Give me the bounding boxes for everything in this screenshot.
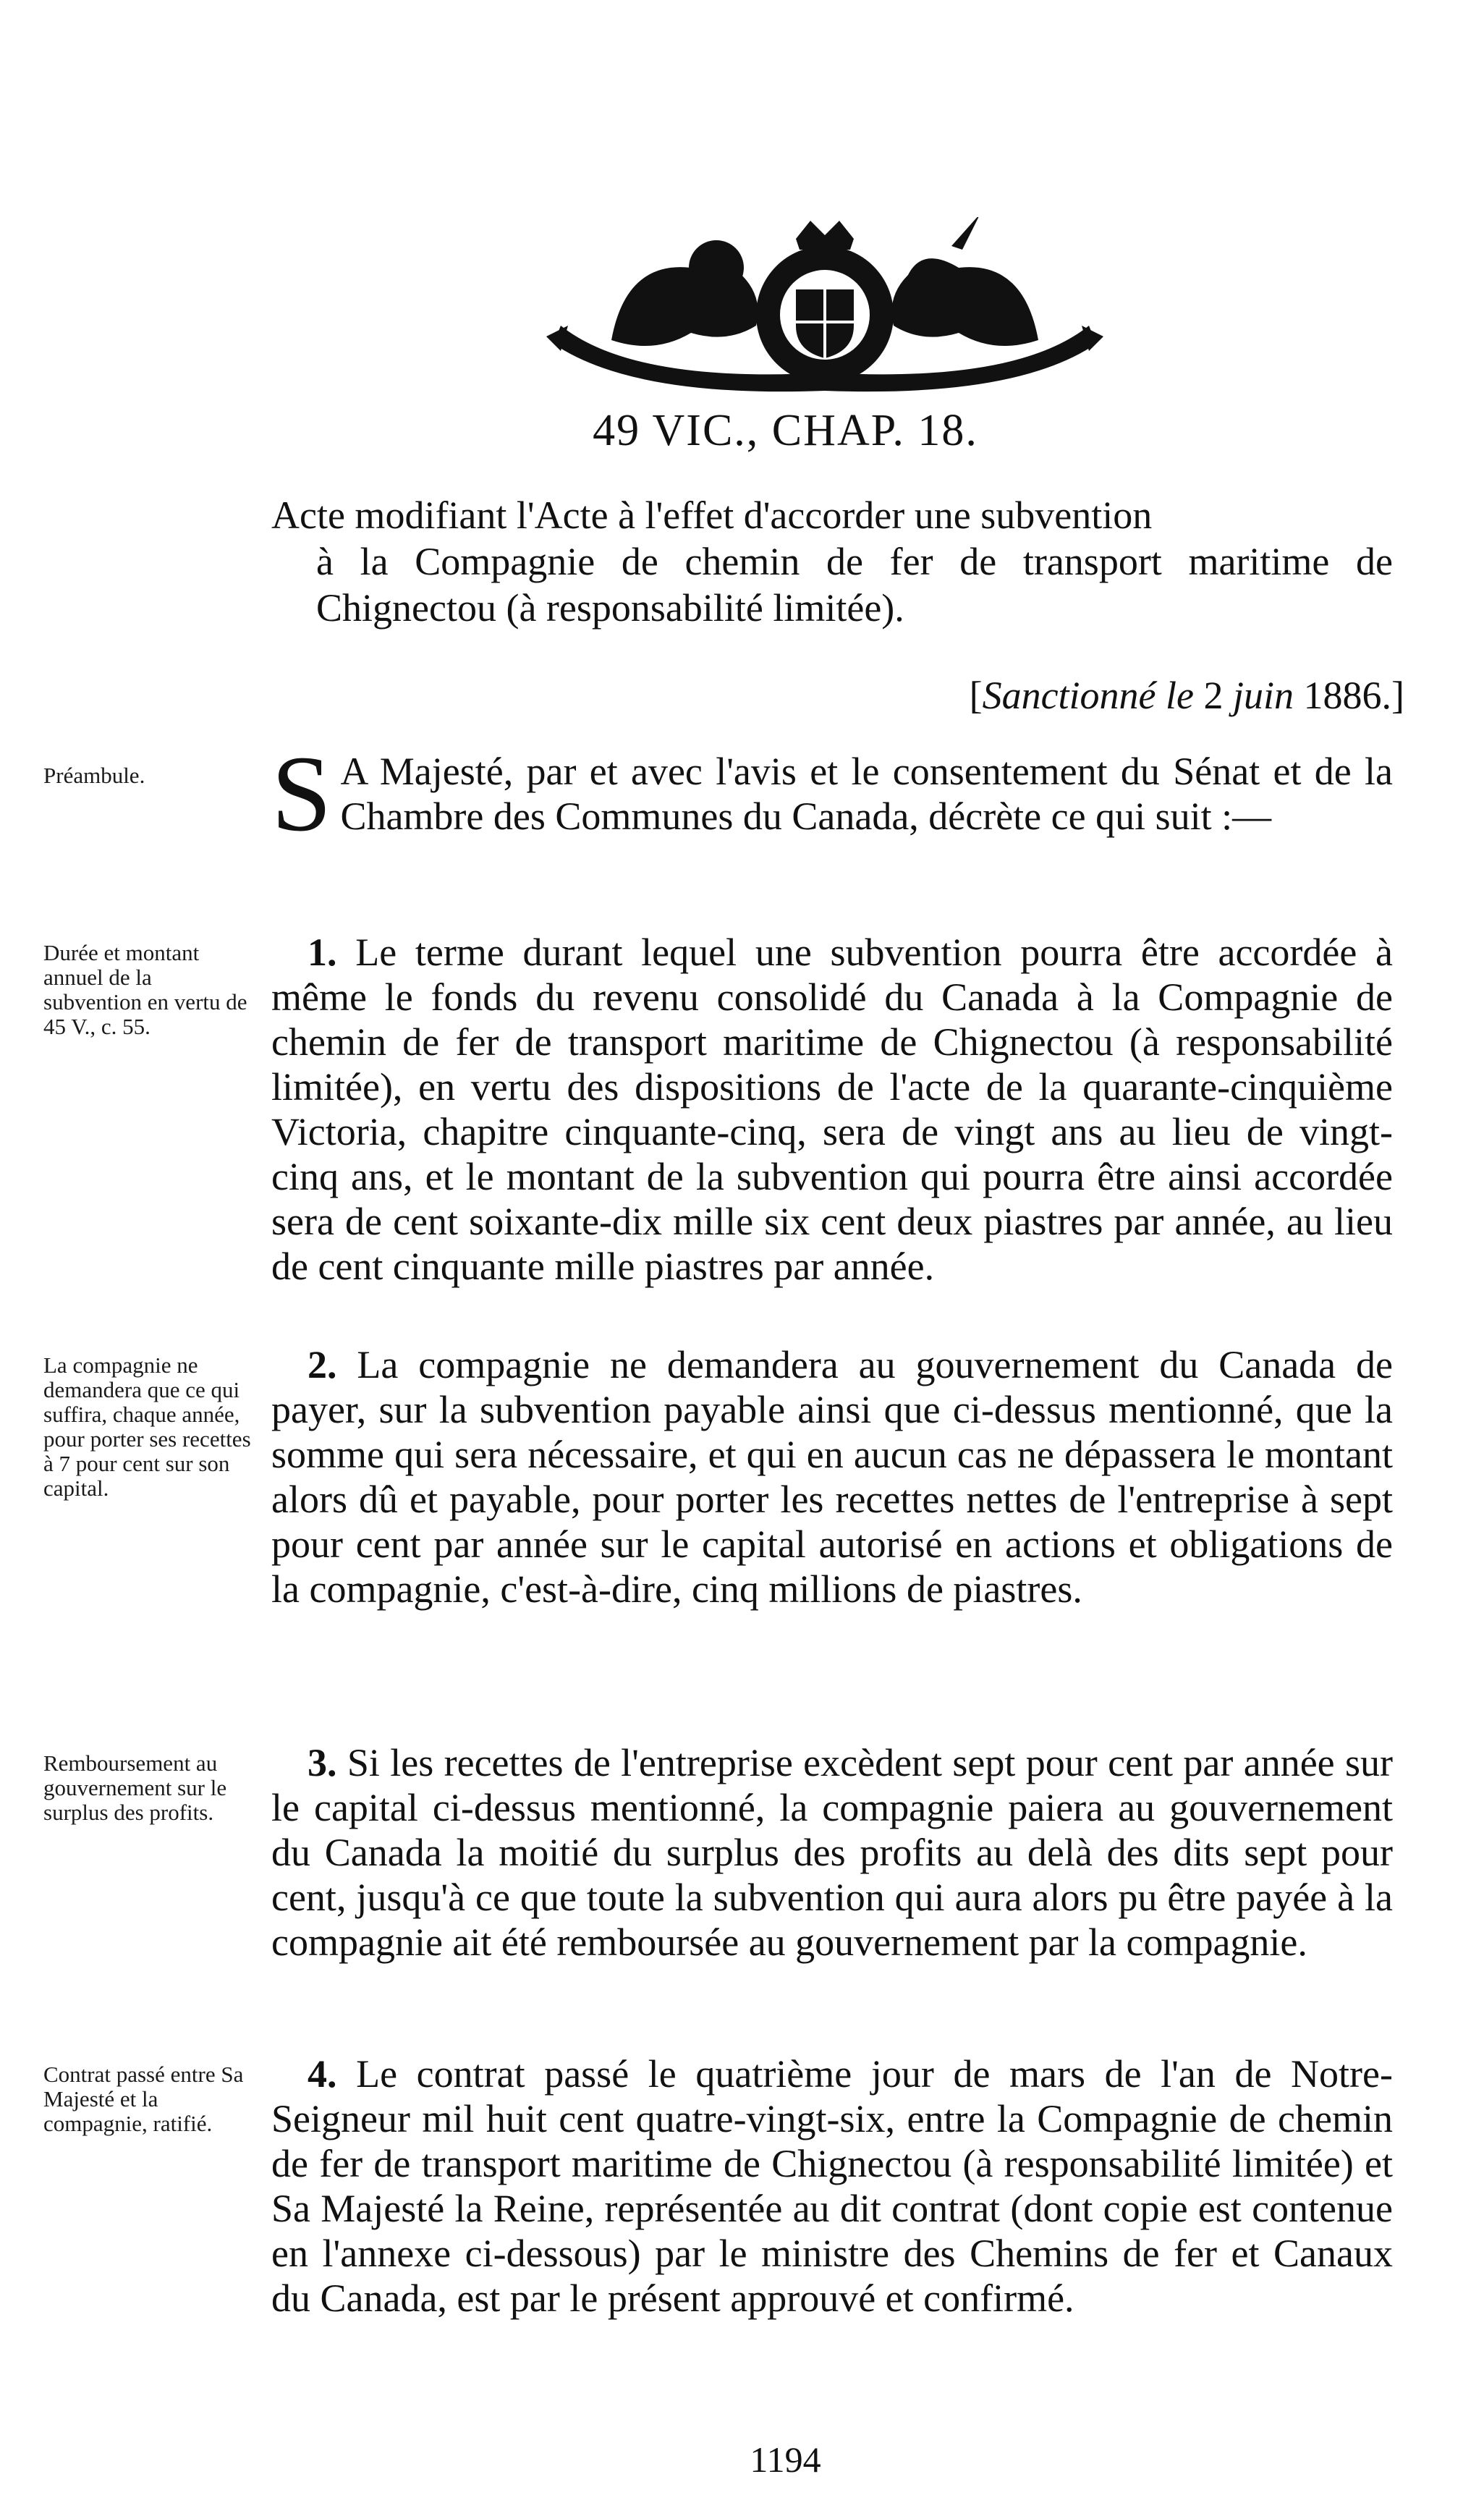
section-1 — [271, 930, 1393, 1289]
section-text: Le terme durant lequel une subvention pourra être accordée à même le fonds du revenu consolidé du Canada à la Compagnie de chemin de fer de transport maritime de Chignectou (à responsabilité limitée), en vertu des dispositions de l'acte de la quarante-cinquième Victoria, chapitre cinquante-cinq, sera de vingt ans au lieu de vingt-cinq ans, et le montant de la subvention qui pourra être ainsi accordée sera de cent soixante-dix mille six cent deux piastres par année, au lieu de cent cinquante mille piastres par année. — [271, 931, 1393, 1288]
section-text: Le contrat passé le quatrième jour de mars de l'an de Notre-Seigneur mil huit cent quatre-vingt-six, entre la Compagnie de chemin de fer de transport maritime de Chignectou (à responsabilité limitée) et Sa Majesté la Reine, représentée au dit contrat (dont copie est contenue en l'annexe ci-dessous) par le ministre des Chemins de fer et Canaux du Canada, est par le présent approuvé et confirmé. — [271, 2052, 1393, 2320]
section-number: 1. — [308, 931, 337, 974]
margin-note-section-4: Contrat passé entre Sa Majesté et la compagnie, ratifié. — [43, 2062, 244, 2136]
section-number: 3. — [308, 1741, 337, 1784]
sanction-open: [ — [969, 674, 983, 717]
section-text: La compagnie ne demandera au gouvernement du Canada de payer, sur la subvention payable ainsi que ci-dessus mentionné, que la somme qui sera nécessaire, et qui en aucun cas ne dépassera le montant alors dû et payable, pour porter les recettes nettes de l'entreprise à sept pour cent par année sur le capital autorisé en actions et obligations de la compagnie, c'est-à-dire, cinq millions de piastres. — [271, 1343, 1393, 1611]
sanction-label: Sanctionné le — [982, 674, 1194, 717]
sanction-day: 2 — [1194, 674, 1233, 717]
act-title-line1: Acte modifiant l'Acte à l'effet d'accorder une subvention — [271, 494, 1153, 537]
drop-cap: S — [271, 734, 332, 854]
chapter-heading: 49 VIC., CHAP. 18. — [593, 406, 978, 455]
margin-note-preamble: Préambule. — [43, 763, 145, 788]
preamble-text: A Majesté, par et avec l'avis et le consentement du Sénat et de la Chambre des Communes du Canada, décrète ce qui suit :— — [340, 750, 1393, 838]
act-title-rest: à la Compagnie de chemin de fer de transport maritime de Chignectou (à responsabilité limitée). — [316, 540, 1393, 630]
sanction-month: juin — [1233, 674, 1294, 717]
section-2 — [271, 1342, 1393, 1611]
section-text: Si les recettes de l'entreprise excèdent sept pour cent par année sur le capital ci-dessus mentionné, la compagnie paiera au gouvernement du Canada la moitié du surplus des profits au delà des dits sept pour cent, jusqu'à ce que toute la subvention qui aura alors pu être payée à la compagnie ait été remboursée au gouvernement par la compagnie. — [271, 1741, 1393, 1964]
royal-coat-of-arms-icon — [546, 217, 1103, 394]
section-4 — [271, 2051, 1393, 2321]
section-number: 2. — [308, 1343, 337, 1386]
preamble-paragraph — [271, 734, 1393, 854]
margin-note-section-2: La compagnie ne demandera que ce qui suffira, chaque année, pour porter ses recettes à 7 pour cent sur son capital. — [43, 1352, 251, 1501]
section-number: 4. — [308, 2052, 337, 2096]
sanction-year: 1886.] — [1294, 674, 1404, 717]
sanction-date — [970, 673, 1404, 718]
page-number: 1194 — [750, 2439, 821, 2480]
margin-note-section-3: Remboursement au gouvernement sur le surplus des profits. — [43, 1750, 227, 1825]
section-3 — [271, 1740, 1393, 1965]
act-title — [271, 492, 1393, 631]
margin-note-section-1: Durée et montant annuel de la subvention en vertu de 45 V., c. 55. — [43, 940, 247, 1039]
